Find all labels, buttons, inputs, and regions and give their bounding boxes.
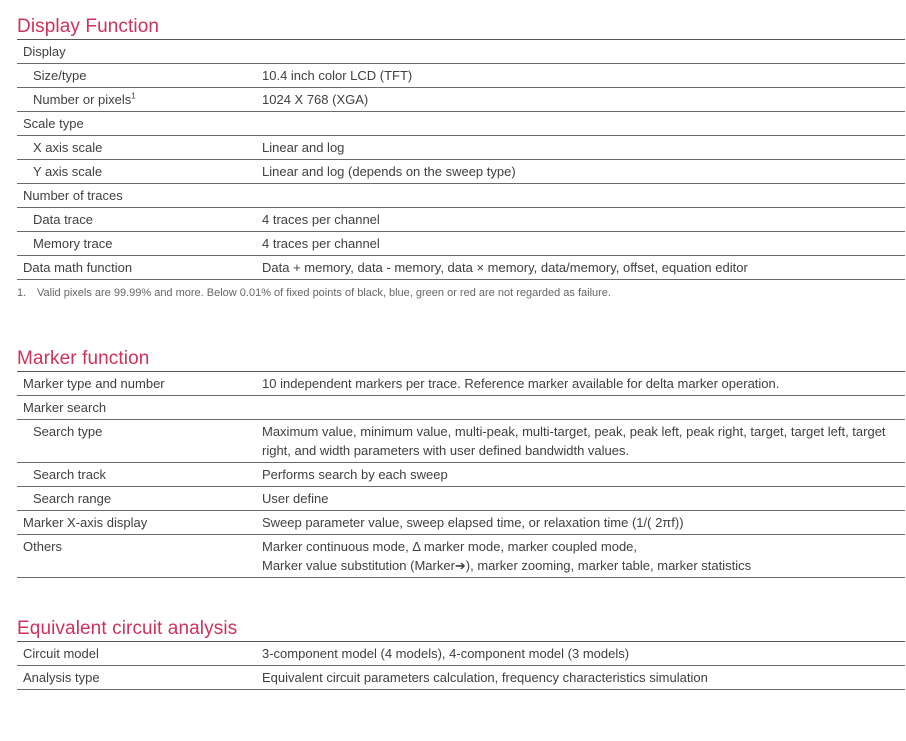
table-row <box>17 511 905 535</box>
circuit-table <box>17 641 905 690</box>
row-label: Display <box>23 44 66 59</box>
row-label: Data math function <box>23 260 133 275</box>
table-row <box>17 666 905 690</box>
row-value <box>262 396 905 419</box>
row-label: Analysis type <box>23 670 100 685</box>
table-row <box>17 487 905 511</box>
display-table <box>17 39 905 280</box>
section-title-display: Display Function <box>17 16 160 37</box>
row-value: 4 traces per channel <box>262 212 380 227</box>
row-value: 4 traces per channel <box>262 236 380 251</box>
row-label: Search range <box>33 491 112 506</box>
footnote <box>17 286 905 300</box>
table-row <box>17 112 905 136</box>
row-label: X axis scale <box>33 140 103 155</box>
marker-table <box>17 371 905 578</box>
circuit-analysis-section <box>17 618 905 690</box>
footnote-number: 1. <box>17 287 27 299</box>
table-row <box>17 184 905 208</box>
table-row <box>17 372 905 396</box>
row-label: Others <box>23 539 63 554</box>
row-label: Search track <box>33 467 106 482</box>
row-label: Size/type <box>33 68 87 83</box>
row-value-line: Marker value substitution (Marker➔), marker zooming, marker table, marker statistics <box>262 558 752 573</box>
row-value: Data + memory, data - memory, data × memory, data/memory, offset, equation editor <box>262 260 748 275</box>
row-label: Data trace <box>33 212 93 227</box>
row-label: Search type <box>33 424 103 439</box>
marker-function-section <box>17 348 905 578</box>
row-label: Number of traces <box>23 188 123 203</box>
row-value-line: Marker continuous mode, Δ marker mode, marker coupled mode, <box>262 539 638 554</box>
row-label: Marker search <box>23 400 107 415</box>
row-value: 1024 X 768 (XGA) <box>262 92 369 107</box>
row-label: Scale type <box>23 116 84 131</box>
row-value: Linear and log (depends on the sweep type) <box>262 164 516 179</box>
row-label: Memory trace <box>33 236 113 251</box>
table-row <box>17 40 905 64</box>
row-value: 10.4 inch color LCD (TFT) <box>262 68 413 83</box>
row-label <box>17 88 262 111</box>
row-label: Y axis scale <box>33 164 103 179</box>
row-value <box>262 184 905 207</box>
table-row <box>17 396 905 420</box>
display-function-section <box>17 16 905 300</box>
row-value: Sweep parameter value, sweep elapsed time, or relaxation time (1/( 2πf)) <box>262 515 684 530</box>
row-value <box>262 535 905 577</box>
table-row <box>17 208 905 232</box>
row-label-text: Number or pixels <box>33 92 132 107</box>
row-value: Maximum value, minimum value, multi-peak, multi-target, peak, peak left, peak right, target, target left, target right, and width parameters with user defined bandwidth values. <box>262 424 886 458</box>
row-value: User define <box>262 491 329 506</box>
table-row <box>17 642 905 666</box>
row-value <box>262 40 905 63</box>
row-value: 10 independent markers per trace. Reference marker available for delta marker operation. <box>262 376 780 391</box>
table-row <box>17 535 905 578</box>
footnote-text: Valid pixels are 99.99% and more. Below 0.01% of fixed points of black, blue, green or red are not regarded as failure. <box>37 287 611 299</box>
table-row <box>17 420 905 463</box>
table-row <box>17 136 905 160</box>
row-value: Equivalent circuit parameters calculation, frequency characteristics simulation <box>262 670 708 685</box>
table-row <box>17 64 905 88</box>
table-row <box>17 463 905 487</box>
table-row <box>17 232 905 256</box>
row-label: Circuit model <box>23 646 99 661</box>
row-value: Performs search by each sweep <box>262 467 448 482</box>
row-label: Marker type and number <box>23 376 165 391</box>
table-row <box>17 256 905 280</box>
row-value <box>262 112 905 135</box>
row-value: 3-component model (4 models), 4-component model (3 models) <box>262 646 630 661</box>
row-label: Marker X-axis display <box>23 515 148 530</box>
section-title-marker: Marker function <box>17 348 150 369</box>
row-value: Linear and log <box>262 140 345 155</box>
section-title-circuit: Equivalent circuit analysis <box>17 618 238 639</box>
footnote-marker: 1 <box>131 91 136 101</box>
table-row <box>17 88 905 112</box>
table-row <box>17 160 905 184</box>
